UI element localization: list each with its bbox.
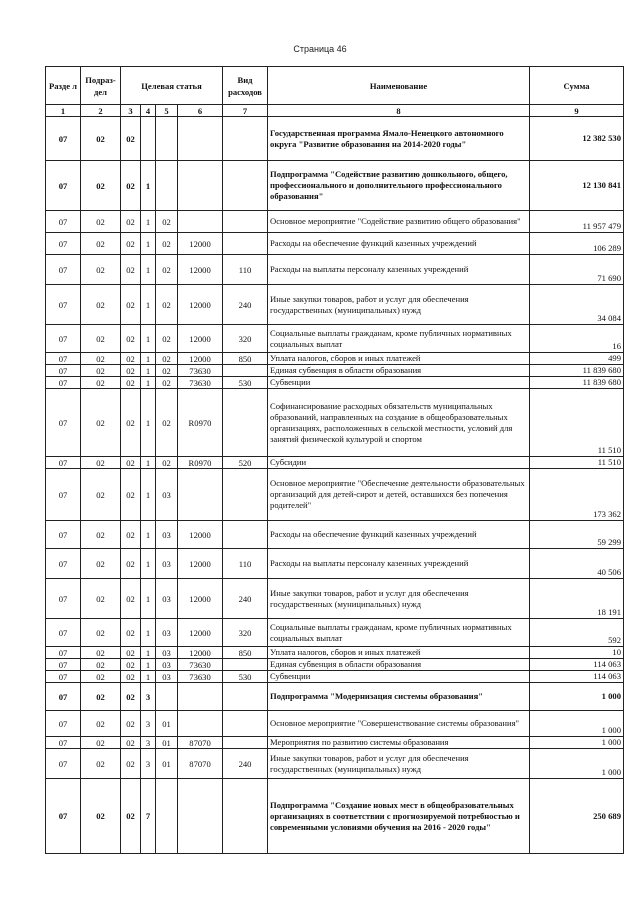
- cell-ts-subprogram: 1: [141, 659, 156, 671]
- cell-naimenovanie: Иные закупки товаров, работ и услуг для обеспечения государственных (муниципальных) нужд: [268, 749, 530, 779]
- cell-podrazdel: 02: [81, 737, 121, 749]
- cell-naimenovanie: Мероприятия по развитию системы образования: [268, 737, 530, 749]
- cell-ts-subprogram: 1: [141, 325, 156, 353]
- cell-summa: 59 299: [530, 521, 624, 549]
- cell-summa: 18 191: [530, 579, 624, 619]
- column-number-2: 2: [81, 105, 121, 117]
- cell-summa: 11 510: [530, 389, 624, 457]
- cell-ts-event: [156, 779, 178, 854]
- cell-naimenovanie: Подпрограмма "Создание новых мест в общеобразовательных организациях в соответствии с прогнозируемой потребностью и современными условиями обучения на 2016 - 2020 годы": [268, 779, 530, 854]
- cell-podrazdel: 02: [81, 749, 121, 779]
- cell-ts-event: [156, 683, 178, 711]
- cell-razdel: 07: [46, 285, 81, 325]
- cell-naimenovanie: Субвенции: [268, 671, 530, 683]
- cell-ts-subprogram: 1: [141, 389, 156, 457]
- cell-naimenovanie: Расходы на выплаты персоналу казенных учреждений: [268, 549, 530, 579]
- cell-vid-rashodov: [223, 779, 268, 854]
- cell-ts-program: 02: [121, 683, 141, 711]
- table-row: [46, 117, 624, 161]
- col-header-naimenovanie: Наименование: [268, 67, 530, 105]
- cell-ts-subprogram: 1: [141, 255, 156, 285]
- cell-ts-program: 02: [121, 211, 141, 233]
- cell-vid-rashodov: 320: [223, 325, 268, 353]
- cell-razdel: 07: [46, 233, 81, 255]
- cell-razdel: 07: [46, 255, 81, 285]
- col-header-summa: Сумма: [530, 67, 624, 105]
- cell-razdel: 07: [46, 711, 81, 737]
- cell-ts-program: 02: [121, 389, 141, 457]
- cell-razdel: 07: [46, 353, 81, 365]
- cell-ts-program: 02: [121, 671, 141, 683]
- cell-ts-direction: 12000: [178, 619, 223, 647]
- cell-ts-program: 02: [121, 255, 141, 285]
- cell-summa: 1 000: [530, 749, 624, 779]
- cell-ts-direction: [178, 469, 223, 521]
- cell-podrazdel: 02: [81, 285, 121, 325]
- cell-ts-program: 02: [121, 647, 141, 659]
- cell-summa: 114 063: [530, 671, 624, 683]
- cell-ts-subprogram: 3: [141, 749, 156, 779]
- cell-ts-event: 03: [156, 671, 178, 683]
- budget-table: [45, 66, 624, 854]
- cell-ts-program: 02: [121, 285, 141, 325]
- cell-summa: 1 000: [530, 683, 624, 711]
- cell-podrazdel: 02: [81, 255, 121, 285]
- cell-razdel: 07: [46, 683, 81, 711]
- cell-podrazdel: 02: [81, 579, 121, 619]
- cell-ts-event: 02: [156, 325, 178, 353]
- cell-razdel: 07: [46, 671, 81, 683]
- cell-ts-event: 02: [156, 285, 178, 325]
- cell-ts-subprogram: 1: [141, 233, 156, 255]
- cell-ts-direction: 87070: [178, 737, 223, 749]
- cell-razdel: 07: [46, 161, 81, 211]
- cell-razdel: 07: [46, 365, 81, 377]
- cell-podrazdel: 02: [81, 365, 121, 377]
- cell-ts-event: 03: [156, 549, 178, 579]
- cell-ts-event: 01: [156, 749, 178, 779]
- cell-vid-rashodov: 240: [223, 749, 268, 779]
- cell-naimenovanie: Уплата налогов, сборов и иных платежей: [268, 647, 530, 659]
- cell-vid-rashodov: [223, 469, 268, 521]
- cell-ts-direction: 73630: [178, 377, 223, 389]
- table-row: [46, 161, 624, 211]
- cell-podrazdel: 02: [81, 659, 121, 671]
- cell-ts-subprogram: [141, 117, 156, 161]
- cell-ts-program: 02: [121, 779, 141, 854]
- cell-summa: 114 063: [530, 659, 624, 671]
- cell-ts-event: 02: [156, 255, 178, 285]
- table-row: [46, 255, 624, 285]
- cell-ts-direction: R0970: [178, 457, 223, 469]
- cell-ts-direction: 73630: [178, 659, 223, 671]
- cell-ts-event: 02: [156, 457, 178, 469]
- cell-vid-rashodov: 530: [223, 377, 268, 389]
- table-row: [46, 233, 624, 255]
- cell-razdel: 07: [46, 457, 81, 469]
- cell-naimenovanie: Иные закупки товаров, работ и услуг для обеспечения государственных (муниципальных) нужд: [268, 579, 530, 619]
- cell-naimenovanie: Иные закупки товаров, работ и услуг для обеспечения государственных (муниципальных) нужд: [268, 285, 530, 325]
- col-header-podrazdel: Подраз- дел: [81, 67, 121, 105]
- column-number-8: 8: [268, 105, 530, 117]
- cell-ts-program: 02: [121, 659, 141, 671]
- cell-ts-subprogram: 1: [141, 211, 156, 233]
- cell-ts-event: 02: [156, 211, 178, 233]
- cell-podrazdel: 02: [81, 161, 121, 211]
- cell-ts-direction: 12000: [178, 255, 223, 285]
- cell-ts-event: 03: [156, 469, 178, 521]
- cell-podrazdel: 02: [81, 647, 121, 659]
- cell-ts-event: 02: [156, 389, 178, 457]
- cell-ts-direction: 12000: [178, 325, 223, 353]
- cell-ts-subprogram: 1: [141, 161, 156, 211]
- cell-summa: 173 362: [530, 469, 624, 521]
- cell-naimenovanie: Субвенции: [268, 377, 530, 389]
- table-row: [46, 737, 624, 749]
- cell-vid-rashodov: 110: [223, 549, 268, 579]
- cell-vid-rashodov: [223, 711, 268, 737]
- cell-razdel: 07: [46, 521, 81, 549]
- cell-ts-subprogram: 1: [141, 579, 156, 619]
- table-row: [46, 377, 624, 389]
- cell-razdel: 07: [46, 619, 81, 647]
- cell-ts-direction: 12000: [178, 549, 223, 579]
- cell-naimenovanie: Подпрограмма "Модернизация системы образования": [268, 683, 530, 711]
- column-number-1: 1: [46, 105, 81, 117]
- table-row: [46, 285, 624, 325]
- cell-podrazdel: 02: [81, 233, 121, 255]
- cell-naimenovanie: Социальные выплаты гражданам, кроме публичных нормативных социальных выплат: [268, 619, 530, 647]
- cell-razdel: 07: [46, 469, 81, 521]
- cell-podrazdel: 02: [81, 353, 121, 365]
- cell-podrazdel: 02: [81, 469, 121, 521]
- cell-ts-direction: [178, 779, 223, 854]
- cell-ts-event: 02: [156, 377, 178, 389]
- cell-ts-program: 02: [121, 233, 141, 255]
- cell-naimenovanie: Основное мероприятие "Содействие развитию общего образования": [268, 211, 530, 233]
- cell-ts-program: 02: [121, 117, 141, 161]
- cell-podrazdel: 02: [81, 211, 121, 233]
- cell-vid-rashodov: 320: [223, 619, 268, 647]
- cell-ts-subprogram: 1: [141, 521, 156, 549]
- table-row: [46, 211, 624, 233]
- cell-ts-direction: [178, 211, 223, 233]
- table-row: [46, 671, 624, 683]
- cell-summa: 250 689: [530, 779, 624, 854]
- cell-summa: 11 510: [530, 457, 624, 469]
- cell-summa: 34 084: [530, 285, 624, 325]
- cell-podrazdel: 02: [81, 389, 121, 457]
- cell-podrazdel: 02: [81, 779, 121, 854]
- cell-podrazdel: 02: [81, 325, 121, 353]
- cell-razdel: 07: [46, 377, 81, 389]
- column-number-3: 3: [121, 105, 141, 117]
- table-row: [46, 659, 624, 671]
- cell-razdel: 07: [46, 211, 81, 233]
- cell-ts-program: 02: [121, 619, 141, 647]
- cell-ts-program: 02: [121, 737, 141, 749]
- cell-summa: 12 382 530: [530, 117, 624, 161]
- cell-ts-program: 02: [121, 711, 141, 737]
- cell-naimenovanie: Софинансирование расходных обязательств муниципальных образований, направленных на создание в общеобразовательных организациях, расположенных в сельской местности, условий для занятий физической культурой и спортом: [268, 389, 530, 457]
- cell-ts-program: 02: [121, 749, 141, 779]
- cell-vid-rashodov: [223, 737, 268, 749]
- cell-ts-event: 02: [156, 233, 178, 255]
- cell-ts-event: 03: [156, 579, 178, 619]
- cell-summa: 11 839 680: [530, 365, 624, 377]
- cell-summa: 11 957 479: [530, 211, 624, 233]
- table-body: [46, 117, 624, 854]
- cell-ts-event: [156, 117, 178, 161]
- cell-razdel: 07: [46, 389, 81, 457]
- column-number-9: 9: [530, 105, 624, 117]
- cell-vid-rashodov: 850: [223, 647, 268, 659]
- cell-ts-event: 02: [156, 353, 178, 365]
- cell-ts-program: 02: [121, 325, 141, 353]
- cell-vid-rashodov: [223, 117, 268, 161]
- cell-naimenovanie: Расходы на выплаты персоналу казенных учреждений: [268, 255, 530, 285]
- table-row: [46, 457, 624, 469]
- table-row: [46, 365, 624, 377]
- cell-vid-rashodov: [223, 521, 268, 549]
- cell-razdel: 07: [46, 749, 81, 779]
- cell-ts-program: 02: [121, 521, 141, 549]
- cell-ts-program: 02: [121, 161, 141, 211]
- col-header-tselevaya-statya: Целевая статья: [121, 67, 223, 105]
- cell-ts-direction: 12000: [178, 285, 223, 325]
- cell-ts-subprogram: 1: [141, 365, 156, 377]
- cell-ts-subprogram: 1: [141, 469, 156, 521]
- column-number-row: [46, 105, 624, 117]
- col-header-razdel: Разде л: [46, 67, 81, 105]
- cell-ts-subprogram: 1: [141, 619, 156, 647]
- cell-ts-subprogram: 1: [141, 457, 156, 469]
- cell-vid-rashodov: [223, 683, 268, 711]
- cell-podrazdel: 02: [81, 521, 121, 549]
- cell-summa: 16: [530, 325, 624, 353]
- cell-ts-event: 01: [156, 737, 178, 749]
- table-row: [46, 389, 624, 457]
- table-row: [46, 619, 624, 647]
- cell-ts-subprogram: 7: [141, 779, 156, 854]
- cell-vid-rashodov: [223, 389, 268, 457]
- cell-razdel: 07: [46, 549, 81, 579]
- cell-ts-program: 02: [121, 549, 141, 579]
- cell-ts-subprogram: 3: [141, 683, 156, 711]
- cell-ts-subprogram: 1: [141, 671, 156, 683]
- cell-vid-rashodov: [223, 659, 268, 671]
- cell-ts-event: 03: [156, 647, 178, 659]
- cell-ts-direction: R0970: [178, 389, 223, 457]
- table-row: [46, 683, 624, 711]
- table-row: [46, 749, 624, 779]
- table-row: [46, 579, 624, 619]
- page-number-label: Страница 46: [293, 44, 347, 54]
- cell-ts-subprogram: 1: [141, 353, 156, 365]
- table-row: [46, 779, 624, 854]
- cell-ts-subprogram: 3: [141, 711, 156, 737]
- cell-ts-program: 02: [121, 353, 141, 365]
- cell-naimenovanie: Единая субвенция в области образования: [268, 365, 530, 377]
- table-row: [46, 325, 624, 353]
- cell-ts-direction: 12000: [178, 353, 223, 365]
- cell-ts-subprogram: 1: [141, 377, 156, 389]
- cell-ts-direction: 87070: [178, 749, 223, 779]
- cell-summa: 499: [530, 353, 624, 365]
- cell-ts-subprogram: 1: [141, 647, 156, 659]
- cell-summa: 12 130 841: [530, 161, 624, 211]
- cell-razdel: 07: [46, 647, 81, 659]
- cell-vid-rashodov: 240: [223, 579, 268, 619]
- cell-ts-direction: 12000: [178, 579, 223, 619]
- cell-summa: 10: [530, 647, 624, 659]
- cell-razdel: 07: [46, 779, 81, 854]
- cell-podrazdel: 02: [81, 711, 121, 737]
- column-number-4: 4: [141, 105, 156, 117]
- cell-podrazdel: 02: [81, 457, 121, 469]
- column-number-5: 5: [156, 105, 178, 117]
- cell-naimenovanie: Основное мероприятие "Совершенствование системы образования": [268, 711, 530, 737]
- table-row: [46, 711, 624, 737]
- cell-summa: 1 000: [530, 737, 624, 749]
- cell-podrazdel: 02: [81, 549, 121, 579]
- cell-summa: 592: [530, 619, 624, 647]
- column-number-6: 6: [178, 105, 223, 117]
- cell-naimenovanie: Расходы на обеспечение функций казенных учреждений: [268, 521, 530, 549]
- cell-ts-direction: [178, 117, 223, 161]
- col-header-vid-rashodov: Вид расходов: [223, 67, 268, 105]
- cell-vid-rashodov: 850: [223, 353, 268, 365]
- cell-ts-direction: 73630: [178, 671, 223, 683]
- cell-razdel: 07: [46, 579, 81, 619]
- cell-ts-direction: 73630: [178, 365, 223, 377]
- cell-ts-direction: [178, 161, 223, 211]
- cell-naimenovanie: Государственная программа Ямало-Ненецкого автономного округа "Развитие образования на 2014-2020 годы": [268, 117, 530, 161]
- cell-podrazdel: 02: [81, 377, 121, 389]
- cell-ts-event: 03: [156, 619, 178, 647]
- cell-summa: 11 839 680: [530, 377, 624, 389]
- column-number-7: 7: [223, 105, 268, 117]
- cell-vid-rashodov: 530: [223, 671, 268, 683]
- cell-ts-direction: 12000: [178, 233, 223, 255]
- cell-ts-subprogram: 1: [141, 549, 156, 579]
- table-row: [46, 647, 624, 659]
- cell-summa: 1 000: [530, 711, 624, 737]
- table-row: [46, 549, 624, 579]
- cell-ts-program: 02: [121, 469, 141, 521]
- cell-vid-rashodov: [223, 233, 268, 255]
- table-row: [46, 353, 624, 365]
- cell-vid-rashodov: [223, 365, 268, 377]
- cell-ts-program: 02: [121, 457, 141, 469]
- table-row: [46, 521, 624, 549]
- cell-ts-program: 02: [121, 365, 141, 377]
- cell-razdel: 07: [46, 325, 81, 353]
- cell-razdel: 07: [46, 737, 81, 749]
- cell-ts-direction: 12000: [178, 521, 223, 549]
- cell-summa: 71 690: [530, 255, 624, 285]
- cell-naimenovanie: Социальные выплаты гражданам, кроме публичных нормативных социальных выплат: [268, 325, 530, 353]
- cell-vid-rashodov: [223, 211, 268, 233]
- cell-ts-program: 02: [121, 579, 141, 619]
- cell-ts-program: 02: [121, 377, 141, 389]
- cell-summa: 40 506: [530, 549, 624, 579]
- cell-naimenovanie: Подпрограмма "Содействие развитию дошкольного, общего, профессионального и дополнительного профессионального образования": [268, 161, 530, 211]
- cell-podrazdel: 02: [81, 619, 121, 647]
- cell-ts-direction: [178, 711, 223, 737]
- table-header-row: [46, 67, 624, 105]
- cell-summa: 106 289: [530, 233, 624, 255]
- cell-vid-rashodov: 110: [223, 255, 268, 285]
- cell-ts-event: 01: [156, 711, 178, 737]
- cell-ts-subprogram: 1: [141, 285, 156, 325]
- cell-podrazdel: 02: [81, 117, 121, 161]
- cell-vid-rashodov: 520: [223, 457, 268, 469]
- cell-naimenovanie: Расходы на обеспечение функций казенных учреждений: [268, 233, 530, 255]
- cell-naimenovanie: Основное мероприятие "Обеспечение деятельности образовательных организаций для детей-сирот и детей, оставшихся без попечения родителей": [268, 469, 530, 521]
- cell-podrazdel: 02: [81, 671, 121, 683]
- cell-ts-direction: 12000: [178, 647, 223, 659]
- cell-ts-subprogram: 3: [141, 737, 156, 749]
- cell-naimenovanie: Единая субвенция в области образования: [268, 659, 530, 671]
- cell-vid-rashodov: [223, 161, 268, 211]
- cell-naimenovanie: Уплата налогов, сборов и иных платежей: [268, 353, 530, 365]
- cell-razdel: 07: [46, 659, 81, 671]
- cell-podrazdel: 02: [81, 683, 121, 711]
- table-row: [46, 469, 624, 521]
- cell-ts-event: 03: [156, 659, 178, 671]
- cell-vid-rashodov: 240: [223, 285, 268, 325]
- cell-ts-event: 02: [156, 365, 178, 377]
- cell-razdel: 07: [46, 117, 81, 161]
- cell-ts-event: 03: [156, 521, 178, 549]
- cell-ts-event: [156, 161, 178, 211]
- cell-ts-direction: [178, 683, 223, 711]
- cell-naimenovanie: Субсидии: [268, 457, 530, 469]
